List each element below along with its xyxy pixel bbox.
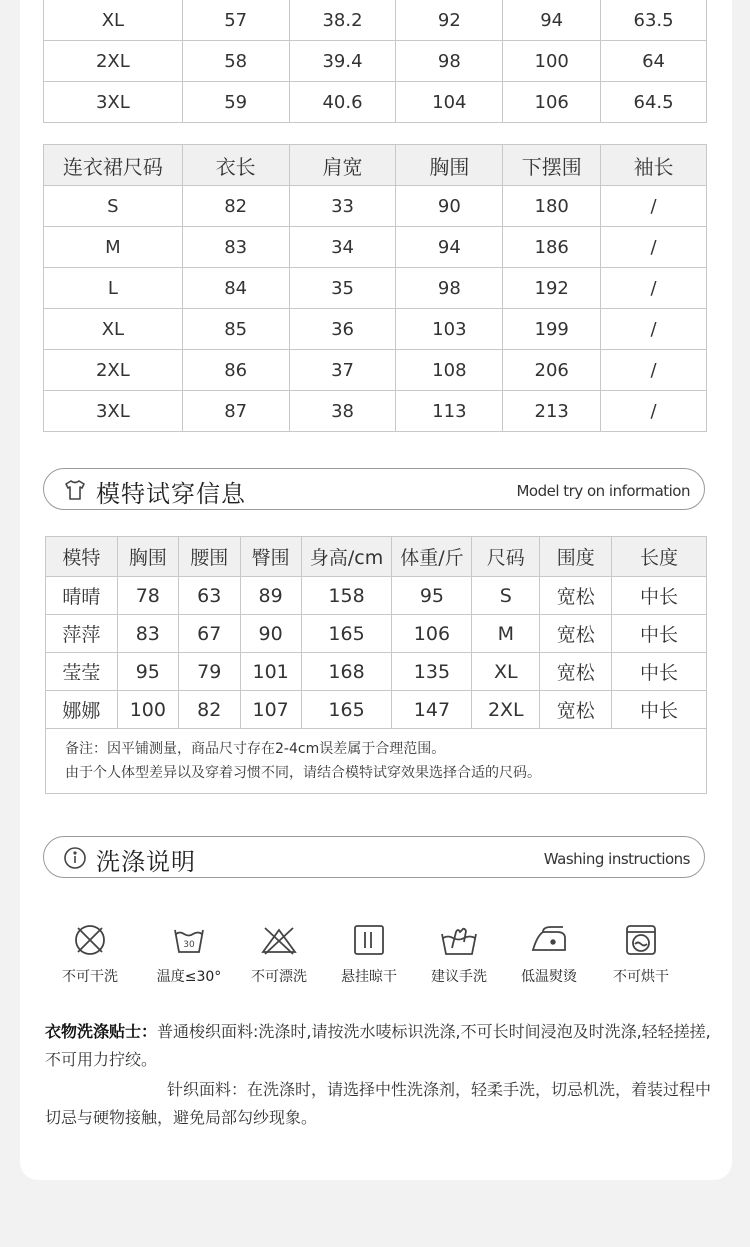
table-cell: 中长 <box>612 615 707 653</box>
table-cell: 199 <box>503 309 601 350</box>
table-row <box>44 309 707 350</box>
table-cell: 79 <box>178 653 240 691</box>
table-cell: 192 <box>503 268 601 309</box>
note-cell <box>46 729 707 794</box>
table-cell: 3XL <box>44 82 183 123</box>
table-cell: 108 <box>396 350 503 391</box>
table-cell: 82 <box>182 186 289 227</box>
table-cell: S <box>472 577 540 615</box>
wash-item-30 <box>144 922 234 986</box>
table-cell: 宽松 <box>540 577 612 615</box>
table-cell: 158 <box>301 577 392 615</box>
table-cell: 95 <box>392 577 472 615</box>
table-cell: 89 <box>240 577 301 615</box>
table-cell: 94 <box>503 0 601 41</box>
wash-label: 建议手洗 <box>431 969 487 985</box>
table-cell: 82 <box>178 691 240 729</box>
table-cell: / <box>601 350 707 391</box>
table-cell: 165 <box>301 691 392 729</box>
dress-size-table <box>43 144 707 432</box>
table-cell: 33 <box>289 186 396 227</box>
table-cell: 2XL <box>44 350 183 391</box>
wash-30-icon <box>171 922 207 958</box>
table-cell: / <box>601 227 707 268</box>
wash-label: 温度≤30° <box>156 969 222 985</box>
table-cell: 168 <box>301 653 392 691</box>
table-cell: XL <box>472 653 540 691</box>
table-cell: 中长 <box>612 691 707 729</box>
table-cell: M <box>472 615 540 653</box>
table-cell: 106 <box>503 82 601 123</box>
table-cell: 37 <box>289 350 396 391</box>
header-cell: 下摆围 <box>503 145 601 186</box>
washing-tips-line1: 普通梭织面料:洗涤时,请按洗水唛标识洗涤,不可长时间浸泡及时洗涤,轻轻搓搓,不可用力拧绞。 <box>45 1022 711 1069</box>
table-cell: 萍萍 <box>46 615 118 653</box>
header-cell: 臀围 <box>240 537 301 577</box>
table-cell: 63 <box>178 577 240 615</box>
tshirt-icon <box>63 478 87 502</box>
table-cell: 40.6 <box>289 82 396 123</box>
model-table <box>45 536 707 794</box>
size-table-top <box>43 0 707 123</box>
table-cell: 92 <box>396 0 503 41</box>
table-cell: 90 <box>240 615 301 653</box>
table-cell: 84 <box>182 268 289 309</box>
header-cell: 身高/cm <box>301 537 392 577</box>
table-cell: 101 <box>240 653 301 691</box>
washing-tips-knit: 针织面料：在洗涤时，请选择中性洗涤剂，轻柔手洗，切忌机洗，着装过程中切忌与硬物接触，避免局部勾纱现象。 <box>45 1080 712 1127</box>
table-cell: 35 <box>289 268 396 309</box>
header-cell: 长度 <box>612 537 707 577</box>
wash-item-hand-wash <box>414 922 504 986</box>
table-cell: 64 <box>601 41 707 82</box>
table-row <box>46 577 707 615</box>
table-cell: S <box>44 186 183 227</box>
table-row <box>44 41 707 82</box>
model-info-title: 模特试穿信息 <box>96 480 246 508</box>
table-row <box>44 391 707 432</box>
wash-item-no-bleach <box>234 922 324 986</box>
table-cell: 103 <box>396 309 503 350</box>
table-cell: 113 <box>396 391 503 432</box>
header-cell: 体重/斤 <box>392 537 472 577</box>
table-row <box>44 227 707 268</box>
table-row <box>46 653 707 691</box>
washing-subtitle: Washing instructions <box>543 850 690 868</box>
table-cell: 39.4 <box>289 41 396 82</box>
note-row <box>46 729 707 794</box>
table-cell: 206 <box>503 350 601 391</box>
table-cell: 38 <box>289 391 396 432</box>
table-cell: 87 <box>182 391 289 432</box>
wash-item-no-dry-clean <box>45 922 135 986</box>
table-cell: 2XL <box>472 691 540 729</box>
wash-label: 低温熨烫 <box>521 969 577 985</box>
table-cell: 59 <box>182 82 289 123</box>
header-cell: 肩宽 <box>289 145 396 186</box>
table-cell: 186 <box>503 227 601 268</box>
table-cell: 中长 <box>612 577 707 615</box>
wash-label: 不可烘干 <box>613 969 669 985</box>
table-cell: 3XL <box>44 391 183 432</box>
table-cell: 38.2 <box>289 0 396 41</box>
table-cell: / <box>601 186 707 227</box>
table-row <box>46 691 707 729</box>
model-info-subtitle: Model try on information <box>516 482 690 500</box>
table-cell: 宽松 <box>540 691 612 729</box>
washing-tips-heading: 衣物洗涤贴士： <box>45 1022 158 1041</box>
note-text: 备注：因平铺测量，商品尺寸存在2-4cm误差属于合理范围。 <box>65 741 446 757</box>
washing-tips <box>45 1018 715 1132</box>
table-cell: 98 <box>396 268 503 309</box>
washing-banner <box>43 836 705 878</box>
table-cell: 85 <box>182 309 289 350</box>
table-cell: XL <box>44 309 183 350</box>
header-cell: 袖长 <box>601 145 707 186</box>
hand-wash-icon <box>438 922 480 958</box>
header-cell: 围度 <box>540 537 612 577</box>
header-cell: 连衣裙尺码 <box>44 145 183 186</box>
washing-tips-woven <box>45 1018 715 1074</box>
table-cell: 86 <box>182 350 289 391</box>
table-cell: 中长 <box>612 653 707 691</box>
no-tumble-dry-icon <box>623 922 659 958</box>
table-cell: 宽松 <box>540 653 612 691</box>
table-row <box>44 82 707 123</box>
table-cell: L <box>44 268 183 309</box>
table-cell: 83 <box>182 227 289 268</box>
table-cell: M <box>44 227 183 268</box>
header-cell: 胸围 <box>117 537 178 577</box>
no-dry-clean-icon <box>72 922 108 958</box>
table-cell: 100 <box>503 41 601 82</box>
info-icon <box>63 846 87 870</box>
table-cell: 98 <box>396 41 503 82</box>
table-cell: 34 <box>289 227 396 268</box>
wash-item-low-iron <box>504 922 594 986</box>
table-cell: 180 <box>503 186 601 227</box>
table-cell: 58 <box>182 41 289 82</box>
table-row <box>44 350 707 391</box>
table-cell: 78 <box>117 577 178 615</box>
table-cell: 57 <box>182 0 289 41</box>
table-row <box>44 0 707 41</box>
table-cell: 宽松 <box>540 615 612 653</box>
wash-label: 悬挂晾干 <box>341 969 397 985</box>
table-cell: / <box>601 391 707 432</box>
table-cell: 104 <box>396 82 503 123</box>
note-text: 由于个人体型差异以及穿着习惯不同，请结合模特试穿效果选择合适的尺码。 <box>65 765 541 781</box>
wash-label: 不可漂洗 <box>251 969 307 985</box>
header-cell: 衣长 <box>182 145 289 186</box>
table-cell: 36 <box>289 309 396 350</box>
low-iron-icon <box>529 922 569 958</box>
table-cell: 95 <box>117 653 178 691</box>
table-cell: 94 <box>396 227 503 268</box>
table-cell: 90 <box>396 186 503 227</box>
table-cell: XL <box>44 0 183 41</box>
no-bleach-icon <box>259 922 299 958</box>
header-cell: 腰围 <box>178 537 240 577</box>
table-cell: / <box>601 309 707 350</box>
header-cell: 胸围 <box>396 145 503 186</box>
table-cell: 莹莹 <box>46 653 118 691</box>
table-cell: 135 <box>392 653 472 691</box>
table-cell: 67 <box>178 615 240 653</box>
table-cell: 2XL <box>44 41 183 82</box>
table-cell: 106 <box>392 615 472 653</box>
table-cell: 147 <box>392 691 472 729</box>
table-header-row <box>46 537 707 577</box>
header-cell: 模特 <box>46 537 118 577</box>
table-cell: 165 <box>301 615 392 653</box>
table-cell: 107 <box>240 691 301 729</box>
washing-title: 洗涤说明 <box>96 848 196 876</box>
wash-item-hang-dry <box>324 922 414 986</box>
svg-text:30: 30 <box>183 940 195 950</box>
table-row <box>46 615 707 653</box>
table-cell: / <box>601 268 707 309</box>
table-row <box>44 268 707 309</box>
table-cell: 晴晴 <box>46 577 118 615</box>
table-cell: 63.5 <box>601 0 707 41</box>
table-cell: 213 <box>503 391 601 432</box>
hang-dry-icon <box>351 922 387 958</box>
wash-label: 不可干洗 <box>62 969 118 985</box>
table-cell: 64.5 <box>601 82 707 123</box>
table-header-row <box>44 145 707 186</box>
wash-item-no-tumble-dry <box>596 922 686 986</box>
header-cell: 尺码 <box>472 537 540 577</box>
table-cell: 娜娜 <box>46 691 118 729</box>
model-info-banner <box>43 468 705 510</box>
table-cell: 100 <box>117 691 178 729</box>
table-row <box>44 186 707 227</box>
table-cell: 83 <box>117 615 178 653</box>
